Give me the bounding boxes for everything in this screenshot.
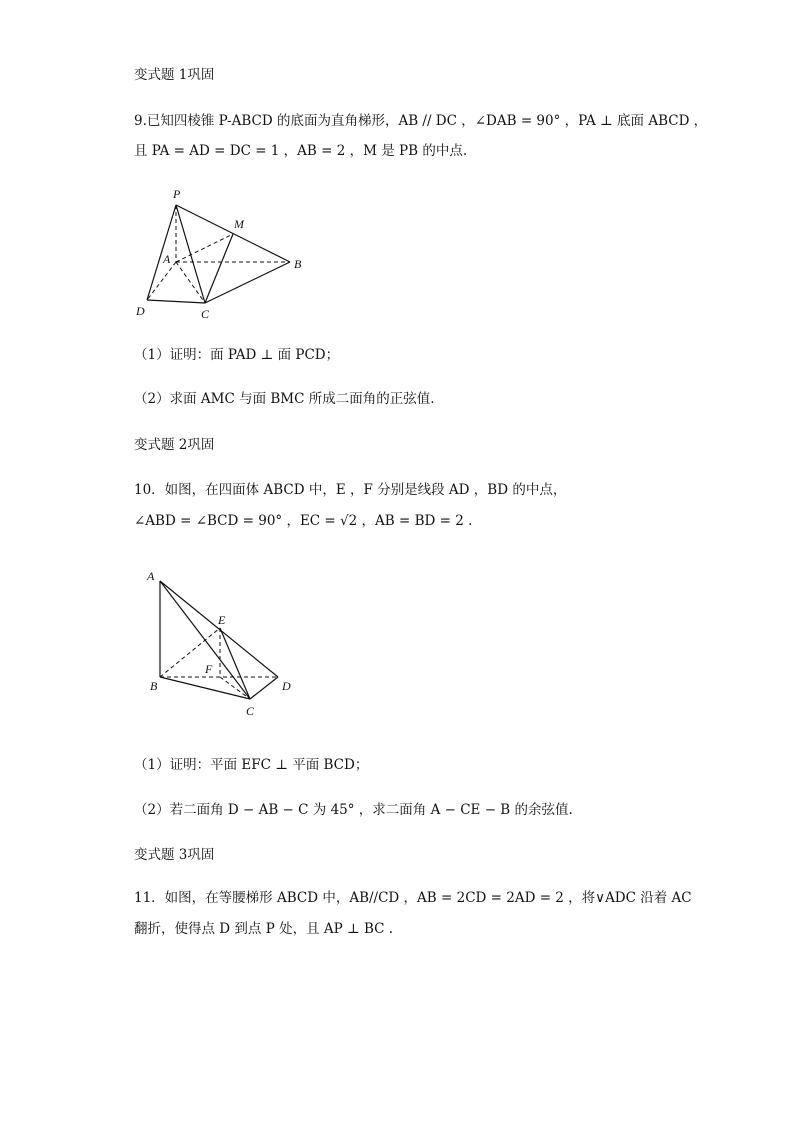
edge-bc — [160, 677, 250, 699]
label-f: F — [205, 662, 213, 676]
label-c: C — [201, 307, 210, 321]
problem-10-question-1: （1）证明：平面 EFC ⊥ 平面 BCD； — [134, 757, 369, 773]
edge-cd — [250, 677, 278, 699]
section-heading-3: 变式题 3巩固 — [134, 847, 215, 863]
edge-pb — [176, 205, 290, 262]
problem-10-statement-line-2: ∠ABD = ∠BCD = 90° ，EC = √2 ，AB = BD = 2 . — [134, 513, 473, 529]
problem-9-statement-line-2: 且 PA = AD = DC = 1 ，AB = 2 ，M 是 PB 的中点. — [134, 143, 468, 159]
edge-dc — [147, 300, 205, 303]
label-m: M — [234, 217, 244, 231]
label-b: B — [294, 257, 302, 271]
label-a: A — [163, 252, 171, 266]
edge-ad — [147, 262, 176, 300]
label-e: E — [218, 613, 226, 627]
problem-9-question-2: （2）求面 AMC 与面 BMC 所成二面角的正弦值. — [134, 391, 435, 407]
section-heading-1: 变式题 1巩固 — [134, 67, 215, 83]
edge-cb — [205, 262, 290, 303]
label-b: B — [150, 679, 158, 693]
tetrahedron-figure — [140, 562, 310, 722]
section-heading-2: 变式题 2巩固 — [134, 437, 215, 453]
label-c: C — [246, 704, 255, 718]
label-d: D — [282, 679, 291, 693]
problem-10-question-2: （2）若二面角 D − AB − C 为 45° ，求二面角 A − CE − B 的余弦值. — [134, 802, 573, 818]
label-d: D — [136, 304, 145, 318]
edge-ac — [176, 262, 205, 303]
problem-11-statement-line-1: 11．如图，在等腰梯形 ABCD 中，AB//CD ，AB = 2CD = 2AD = 2 ，将∨ADC 沿着 AC — [134, 890, 692, 906]
pyramid-figure — [130, 182, 330, 322]
edge-ec — [220, 628, 250, 699]
problem-11-statement-line-2: 翻折，使得点 D 到点 P 处，且 AP ⊥ BC . — [134, 921, 394, 937]
label-p: P — [173, 187, 181, 201]
problem-9-statement-line-1: 9.已知四棱锥 P-ABCD 的底面为直角梯形，AB // DC ，∠DAB = 90° ，PA ⊥ 底面 ABCD ， — [134, 113, 708, 129]
edge-pd — [147, 205, 176, 300]
problem-10-statement-line-1: 10．如图，在四面体 ABCD 中，E ，F 分别是线段 AD ，BD 的中点， — [134, 482, 567, 498]
problem-9-question-1: （1）证明：面 PAD ⊥ 面 PCD； — [134, 347, 340, 363]
label-a: A — [147, 569, 155, 583]
edge-pc — [176, 205, 205, 303]
edge-mc — [205, 234, 233, 303]
edge-am — [176, 234, 233, 262]
